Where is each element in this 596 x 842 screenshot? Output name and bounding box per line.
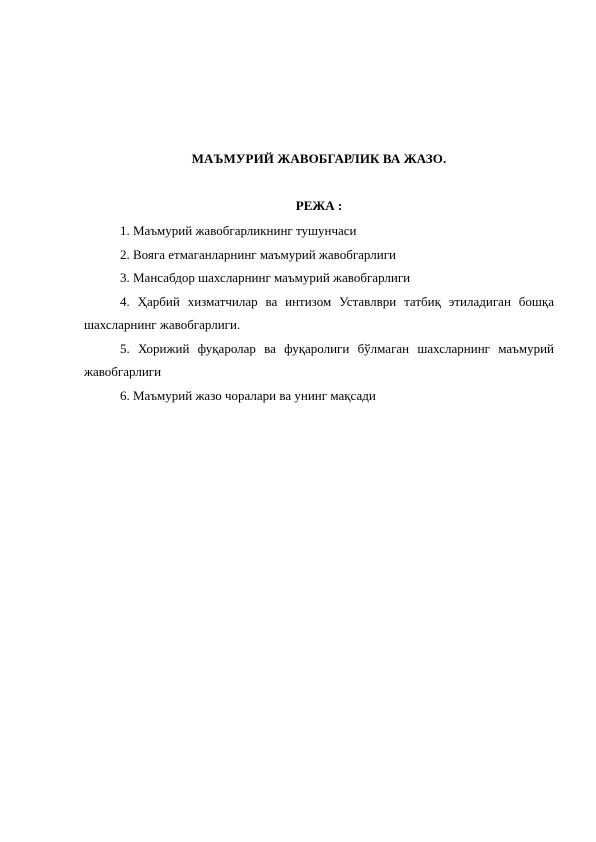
plan-item-1: 1. Маъмурий жавобгарликнинг тушунчаси	[120, 223, 357, 238]
plan-item-3: 3. Мансабдор шахсларнинг маъмурий жавобгарлиги	[120, 270, 411, 285]
plan-item-4: 4. Ҳарбий хизматчилар ва интизом Уставлври татбиқ этиладиган бошқа шахсларнинг жавобгарлиги.	[84, 293, 554, 332]
document-title: МАЪМУРИЙ ЖАВОБГАРЛИК ВА ЖАЗО.	[191, 151, 447, 166]
plan-list	[84, 219, 554, 407]
plan-item-6: 6. Маъмурий жазо чоралари ва унинг мақсади	[120, 387, 376, 403]
plan-item-5: 5. Хорижий фуқаролар ва фуқаролиги бўлмаган шахсларнинг маъмурий жавобгарлиги	[84, 340, 554, 379]
plan-item-2: 2. Вояга етмаганларнинг маъмурий жавобгарлиги	[120, 246, 396, 262]
document-body	[84, 151, 554, 407]
plan-heading: РЕЖА :	[295, 198, 343, 213]
